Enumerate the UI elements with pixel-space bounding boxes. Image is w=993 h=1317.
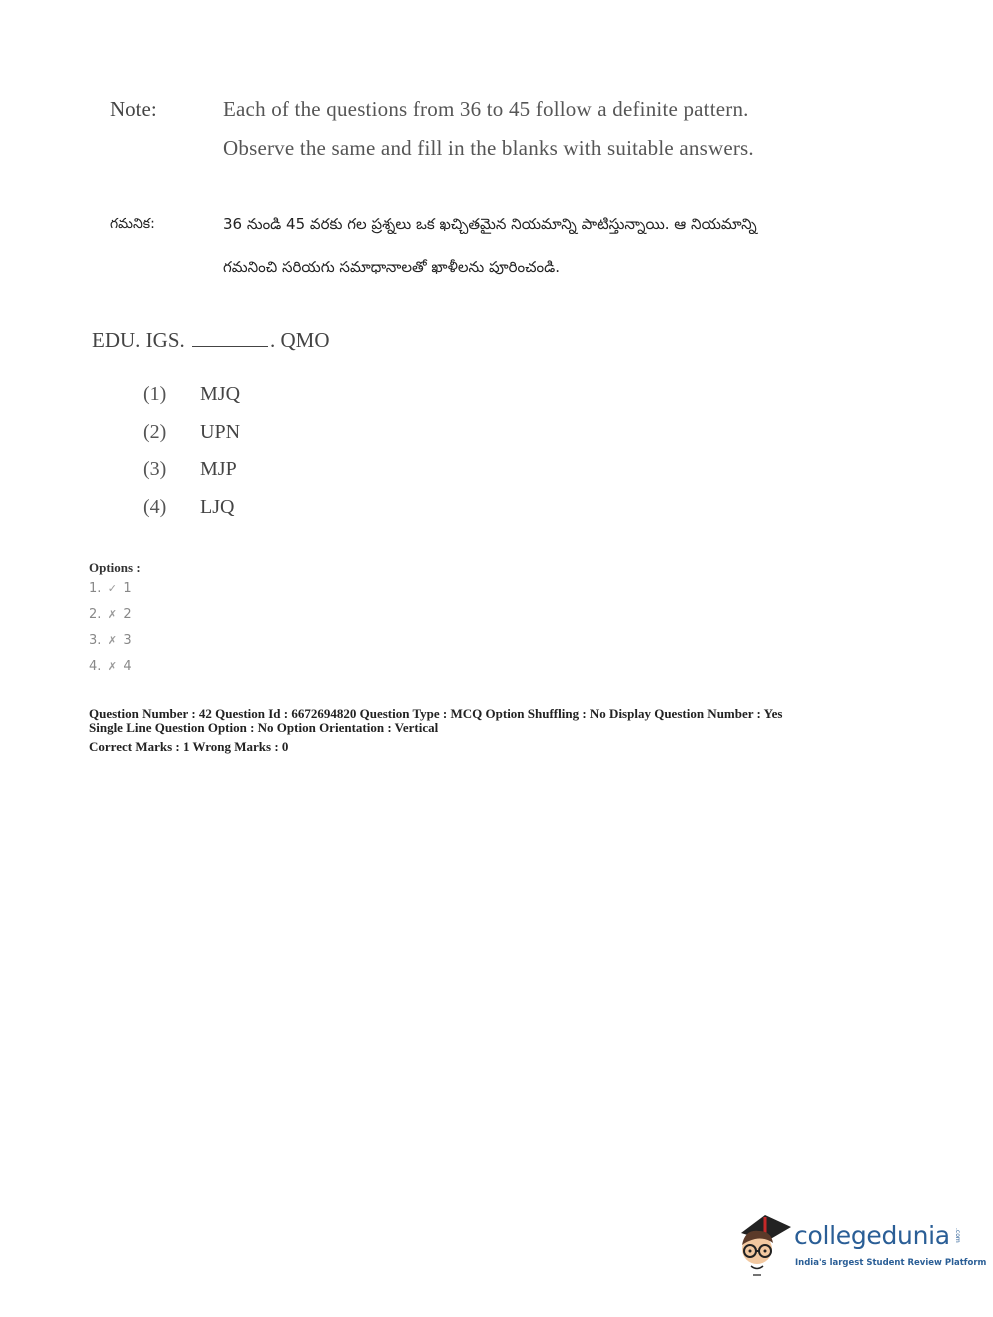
- choice-text: MJQ: [200, 383, 241, 405]
- choice-number: (2): [143, 421, 167, 443]
- option-value: 2: [123, 607, 132, 622]
- choice-text: LJQ: [200, 496, 235, 518]
- telugu-note-line-1: 36 నుండి 45 వరకు గల ప్రశ్నలు ఒక ఖచ్చితమైన నియమాన్ని పాటిస్తున్నాయి. ఆ నియమాన్ని: [223, 215, 757, 233]
- option-index: 2.: [89, 607, 102, 622]
- option-index: 1.: [89, 581, 102, 596]
- cross-icon: ✗: [107, 634, 118, 647]
- choice-text: MJP: [200, 458, 237, 480]
- choice-number: (4): [143, 496, 167, 518]
- option-value: 4: [123, 659, 132, 674]
- options-title: Options :: [89, 560, 141, 575]
- check-icon: ✓: [107, 582, 118, 595]
- cross-icon: ✗: [107, 608, 118, 621]
- option-row: [89, 659, 132, 674]
- telugu-note-label: గమనిక:: [110, 216, 155, 232]
- option-row: [89, 581, 132, 596]
- telugu-note-line-2: గమనించి సరియగు సమాధానాలతో ఖాళీలను పూరించండి.: [223, 258, 560, 276]
- question-meta-line-2: Single Line Question Option : No Option Orientation : Vertical: [89, 720, 439, 735]
- note-label: Note:: [110, 97, 157, 121]
- logo-wordmark: collegedunia: [794, 1221, 950, 1250]
- option-row: [89, 633, 132, 648]
- question-meta-line-3: Correct Marks : 1 Wrong Marks : 0: [89, 739, 289, 754]
- question-suffix: . QMO: [270, 328, 330, 352]
- choice-number: (3): [143, 458, 167, 480]
- note-line-1: Each of the questions from 36 to 45 follow a definite pattern.: [223, 97, 749, 121]
- option-row: [89, 607, 132, 622]
- option-value: 1: [123, 581, 132, 596]
- choice-text: UPN: [200, 421, 241, 443]
- logo-com: .com: [954, 1228, 961, 1243]
- collegedunia-logo: [735, 1211, 987, 1279]
- logo-tagline: India's largest Student Review Platform: [795, 1258, 987, 1268]
- question-text: [92, 328, 330, 353]
- option-value: 3: [123, 633, 132, 648]
- cross-icon: ✗: [107, 660, 118, 673]
- question-meta-line-1: Question Number : 42 Question Id : 6672694820 Question Type : MCQ Option Shuffling : No Display Question Number : Yes: [89, 706, 783, 721]
- note-line-2: Observe the same and fill in the blanks with suitable answers.: [223, 136, 754, 160]
- mascot-icon: [735, 1211, 795, 1279]
- question-prefix: EDU. IGS.: [92, 328, 185, 352]
- choice-number: (1): [143, 383, 167, 405]
- question-blank: [192, 328, 268, 347]
- option-index: 3.: [89, 633, 102, 648]
- option-index: 4.: [89, 659, 102, 674]
